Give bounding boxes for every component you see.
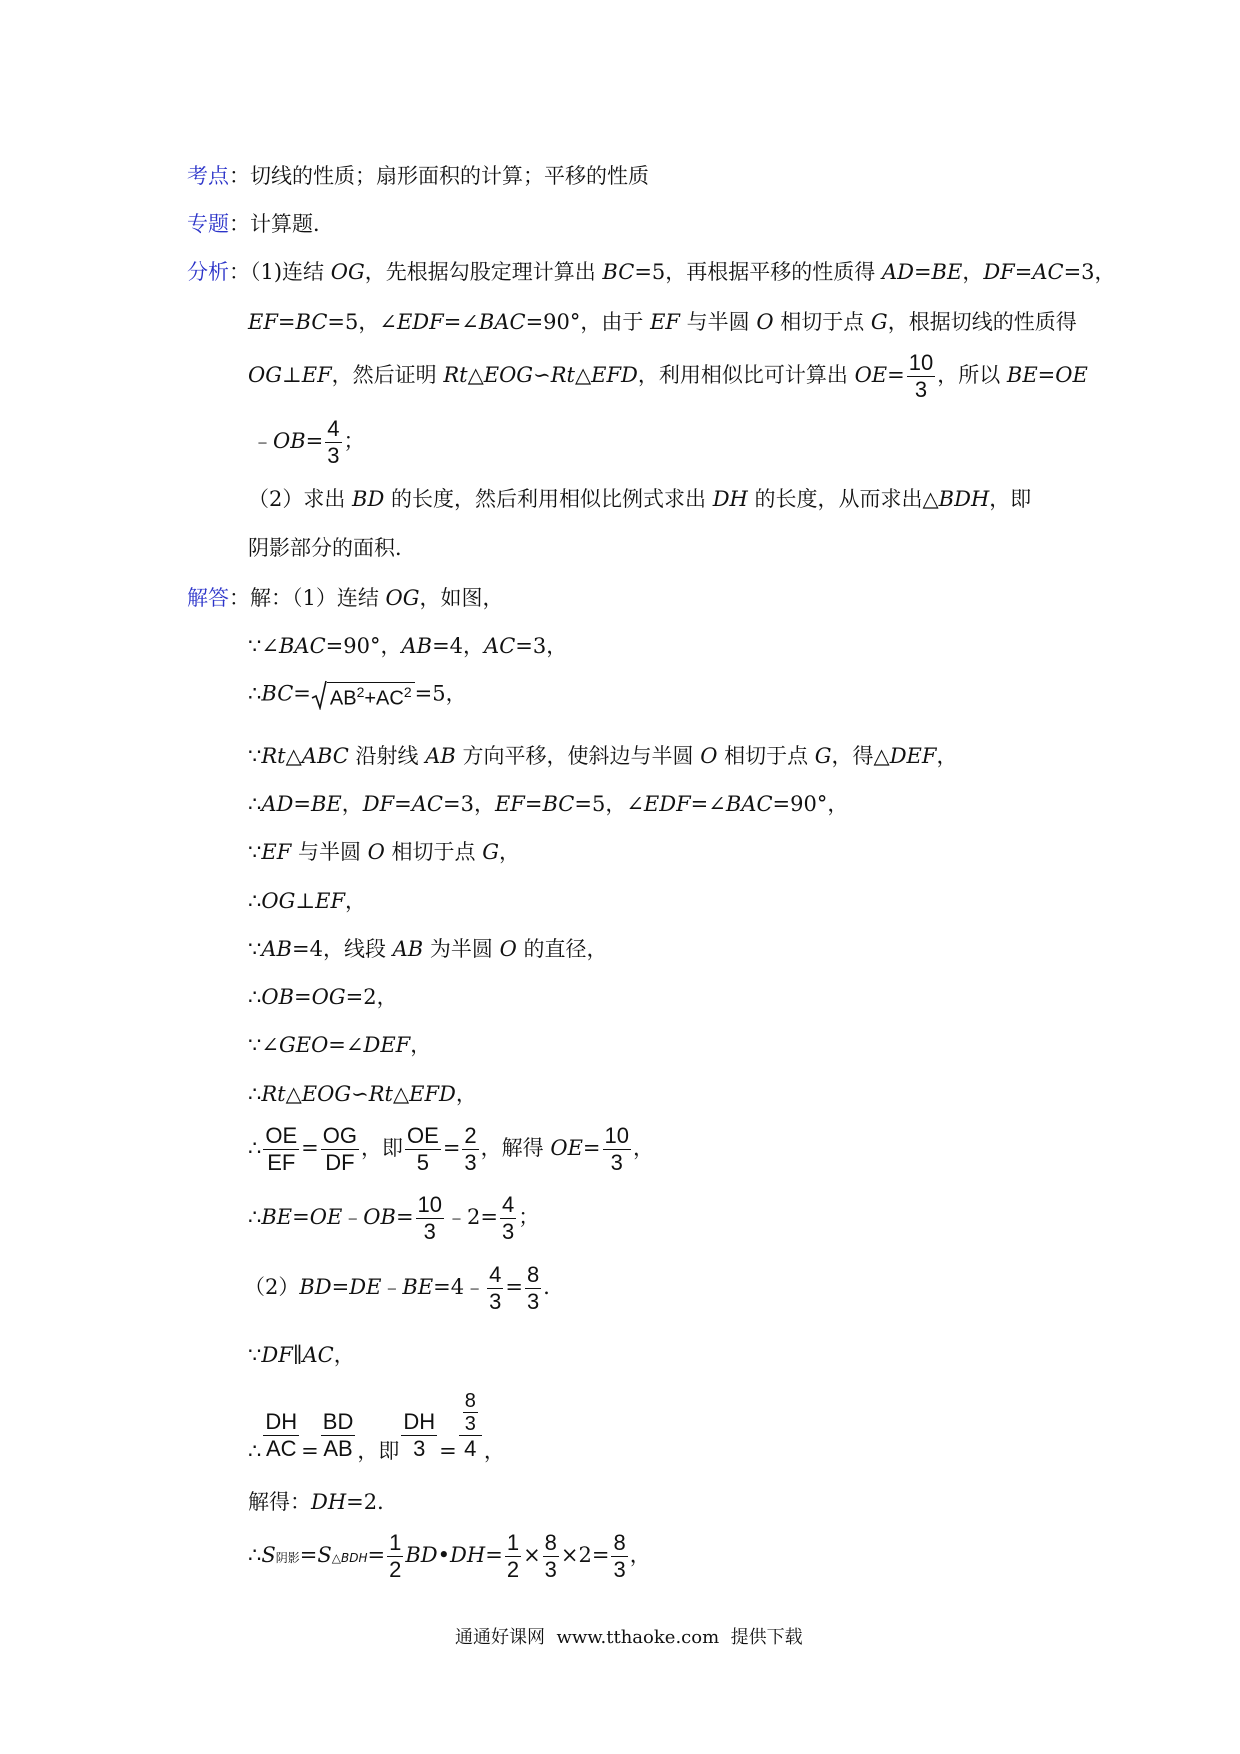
text: 的直径， bbox=[516, 937, 608, 961]
text: 相切于点 bbox=[717, 744, 815, 768]
math-var: Rt bbox=[261, 1082, 286, 1106]
math-var: DF=AC bbox=[983, 260, 1064, 284]
text: =4， bbox=[432, 634, 485, 658]
fraction bbox=[462, 1123, 478, 1176]
math-var: BC bbox=[261, 681, 294, 706]
text: 与半圆 bbox=[291, 840, 368, 864]
text: =2． bbox=[346, 1490, 399, 1514]
math-var: EDF bbox=[396, 310, 444, 334]
math-var: DH bbox=[311, 1490, 347, 1514]
solution-line-5 bbox=[248, 794, 848, 815]
solution-line-13 bbox=[248, 1192, 539, 1245]
denominator: 3 bbox=[464, 1150, 477, 1175]
numerator: 10 bbox=[908, 350, 934, 375]
zhuanti-text: ：计算题． bbox=[229, 212, 334, 236]
text: ，如图， bbox=[419, 586, 504, 610]
denominator: 3 bbox=[613, 1557, 626, 1582]
analysis-line-6 bbox=[248, 538, 416, 559]
math-var: BDH bbox=[938, 487, 990, 511]
text: =5，∠ bbox=[574, 792, 644, 816]
numerator: BD bbox=[322, 1409, 354, 1434]
fraction bbox=[487, 1262, 503, 1315]
fraction bbox=[463, 1390, 478, 1435]
text: × bbox=[523, 1543, 541, 1567]
text: 沿射线 bbox=[348, 744, 426, 768]
text: ， bbox=[499, 840, 520, 864]
text: ∵ bbox=[248, 1343, 262, 1367]
text: △ bbox=[393, 1082, 410, 1106]
fraction bbox=[416, 1192, 444, 1245]
math-var: BAC bbox=[725, 792, 773, 816]
text: ∴ bbox=[248, 1543, 262, 1567]
analysis-line-5 bbox=[248, 489, 1031, 510]
fraction bbox=[263, 1123, 299, 1176]
text: = bbox=[305, 429, 324, 453]
text: =90°， bbox=[772, 792, 849, 816]
solution-line-11 bbox=[248, 1084, 477, 1105]
text: ， bbox=[333, 1343, 355, 1367]
exponent: 2 bbox=[403, 683, 412, 700]
exponent: 2 bbox=[356, 683, 365, 700]
fraction bbox=[401, 1409, 437, 1462]
solution-line-7 bbox=[248, 891, 366, 912]
compound-fraction bbox=[459, 1390, 482, 1462]
jieda-label: 解答 bbox=[187, 586, 229, 610]
text: =5， bbox=[414, 681, 467, 706]
text: = bbox=[395, 1205, 414, 1229]
text: ， bbox=[483, 1439, 505, 1463]
solution-line-10 bbox=[248, 1035, 431, 1056]
math-var: EF bbox=[261, 840, 292, 864]
text: ，然后证明 bbox=[331, 363, 444, 387]
zhuanti-label: 专题 bbox=[187, 212, 229, 236]
text: =∠ bbox=[690, 792, 726, 816]
text: ﹣2= bbox=[446, 1205, 498, 1229]
denominator: DF bbox=[325, 1150, 355, 1175]
numerator: 8 bbox=[613, 1530, 626, 1555]
math-var: Rt bbox=[550, 363, 575, 387]
math-var: AD=BE bbox=[261, 792, 342, 816]
analysis-line-3 bbox=[248, 350, 1088, 403]
text: ﹣ bbox=[342, 1205, 364, 1229]
text: ﹣ bbox=[252, 429, 273, 453]
math-var: O bbox=[700, 744, 718, 768]
text: =3， bbox=[443, 792, 495, 816]
math-var: DH bbox=[450, 1543, 486, 1567]
text: = bbox=[301, 1439, 319, 1463]
numerator: 4 bbox=[489, 1262, 502, 1287]
text: ，即 bbox=[361, 1136, 404, 1160]
math-var: EFD bbox=[409, 1082, 456, 1106]
math-var: Rt bbox=[368, 1082, 393, 1106]
math-var: BAC bbox=[478, 310, 526, 334]
solution-line-2 bbox=[248, 636, 567, 657]
text: ×2= bbox=[560, 1543, 610, 1567]
math-var: S bbox=[317, 1543, 332, 1567]
math-var: BD=DE bbox=[299, 1275, 382, 1299]
math-var: AC bbox=[484, 634, 516, 658]
math-var: BE=OE bbox=[261, 1205, 343, 1229]
text: △ bbox=[285, 744, 302, 768]
text: • bbox=[437, 1543, 451, 1567]
text: ∴ bbox=[248, 1205, 262, 1229]
text: =2， bbox=[345, 985, 398, 1009]
text: ∵ bbox=[248, 744, 262, 768]
fraction bbox=[543, 1530, 559, 1583]
fraction bbox=[321, 1409, 356, 1462]
radical-sign-icon bbox=[311, 680, 327, 710]
math-var: EF=BC bbox=[248, 310, 328, 334]
denominator: 5 bbox=[416, 1150, 430, 1175]
solution-line-8 bbox=[248, 939, 608, 960]
math-var: Rt bbox=[261, 744, 286, 768]
fraction bbox=[500, 1192, 516, 1245]
text: ∽ bbox=[351, 1082, 369, 1106]
text: ． bbox=[543, 1275, 565, 1299]
math-var: OG bbox=[248, 363, 282, 387]
math-var: AC bbox=[302, 1343, 334, 1367]
text: 的长度，然后利用相似比例式求出 bbox=[384, 487, 713, 511]
math-var: AB bbox=[392, 937, 424, 961]
math-var: G bbox=[482, 840, 499, 864]
zhuanti-line bbox=[187, 214, 334, 235]
kaodian-label: 考点 bbox=[187, 164, 229, 188]
text: = bbox=[505, 1275, 523, 1299]
page-footer bbox=[455, 1629, 803, 1647]
kaodian-line bbox=[187, 166, 649, 187]
denominator: AB bbox=[323, 1436, 353, 1461]
analysis-line-1 bbox=[187, 262, 1116, 283]
math-var: Rt bbox=[443, 363, 468, 387]
square-root bbox=[311, 680, 415, 710]
math-var: BD bbox=[405, 1543, 438, 1567]
text: ， bbox=[936, 744, 958, 768]
text: 相切于点 bbox=[384, 840, 483, 864]
fraction bbox=[603, 1123, 631, 1176]
math-var: BC bbox=[602, 260, 635, 284]
fraction bbox=[907, 350, 935, 403]
text: ∥ bbox=[292, 1343, 303, 1367]
text: 相切于点 bbox=[773, 310, 871, 334]
text: ∴ bbox=[248, 985, 262, 1009]
text: ，解得 bbox=[480, 1136, 551, 1160]
text: ， bbox=[455, 1082, 477, 1106]
denominator: 3 bbox=[489, 1289, 502, 1314]
math-var: BE=OE bbox=[1006, 363, 1088, 387]
fraction bbox=[325, 416, 341, 469]
solution-line-16 bbox=[248, 1390, 505, 1462]
text: ， bbox=[629, 1543, 651, 1567]
radicand bbox=[327, 682, 415, 709]
text: ， bbox=[633, 1136, 654, 1160]
text: （2） bbox=[244, 1275, 300, 1299]
denominator: 3 bbox=[610, 1150, 623, 1175]
text: ，先根据勾股定理计算出 bbox=[364, 260, 603, 284]
text: ∵ bbox=[248, 840, 262, 864]
text: ∽ bbox=[533, 363, 551, 387]
text: ∴ bbox=[248, 1439, 262, 1463]
solution-line-12 bbox=[248, 1123, 654, 1176]
math-var: OG bbox=[330, 260, 365, 284]
text: AB bbox=[329, 687, 357, 710]
math-var: GEO bbox=[278, 1033, 329, 1057]
math-var: BAC bbox=[278, 634, 326, 658]
math-var: EF bbox=[650, 310, 680, 334]
text: ∴ bbox=[248, 1082, 262, 1106]
denominator: 3 bbox=[502, 1219, 515, 1244]
text: ，根据切线的性质得 bbox=[887, 310, 1077, 334]
math-var: ABC bbox=[301, 744, 349, 768]
solution-line-1 bbox=[187, 588, 504, 609]
numerator: 10 bbox=[604, 1123, 629, 1148]
solution-line-14 bbox=[244, 1262, 564, 1315]
math-var: OE bbox=[854, 363, 888, 387]
text: ∴ bbox=[248, 681, 262, 706]
text: 解得： bbox=[248, 1490, 311, 1514]
numerator: 8 bbox=[464, 1390, 476, 1412]
math-var: BE bbox=[402, 1275, 434, 1299]
fraction bbox=[387, 1530, 403, 1583]
text: ﹣ bbox=[381, 1275, 403, 1299]
text: ， bbox=[410, 1033, 432, 1057]
math-var: S bbox=[261, 1543, 276, 1567]
text: =4，线段 bbox=[291, 937, 393, 961]
math-var: DF bbox=[261, 1343, 293, 1367]
text: 阴影部分的面积． bbox=[248, 536, 416, 560]
solution-line-9 bbox=[248, 987, 398, 1008]
math-var: AD=BE bbox=[881, 260, 963, 284]
text: =90°，由于 bbox=[525, 310, 651, 334]
fraction bbox=[525, 1262, 541, 1315]
text: ， bbox=[341, 792, 363, 816]
math-var: EOG bbox=[301, 1082, 352, 1106]
text: ：（1)连结 bbox=[229, 260, 331, 284]
text: ∵ bbox=[248, 937, 262, 961]
denominator: 3 bbox=[914, 377, 928, 402]
text: ，利用相似比可计算出 bbox=[637, 363, 855, 387]
numerator: OE bbox=[265, 1123, 298, 1148]
text: =5，∠ bbox=[327, 310, 397, 334]
solution-line-15 bbox=[248, 1345, 355, 1366]
text: ∵∠ bbox=[248, 1033, 279, 1057]
text: =3， bbox=[515, 634, 568, 658]
denominator: 3 bbox=[423, 1219, 436, 1244]
subscript: △BDH bbox=[331, 1551, 368, 1565]
math-var: O bbox=[756, 310, 774, 334]
text: ∵∠ bbox=[248, 634, 279, 658]
math-var: OB=OG bbox=[261, 985, 346, 1009]
denominator: 3 bbox=[544, 1557, 557, 1582]
math-var: OE bbox=[550, 1136, 583, 1160]
text: = bbox=[485, 1543, 503, 1567]
math-var: EF bbox=[315, 889, 346, 913]
math-var: DF=AC bbox=[362, 792, 443, 816]
numerator: OE bbox=[407, 1123, 439, 1148]
numerator: 2 bbox=[464, 1123, 477, 1148]
text: = bbox=[442, 1136, 461, 1160]
denominator: 3 bbox=[327, 443, 340, 468]
denominator: 3 bbox=[527, 1289, 540, 1314]
numerator: OG bbox=[322, 1123, 358, 1148]
text: 与半圆 bbox=[679, 310, 757, 334]
math-var: DH bbox=[712, 487, 748, 511]
fraction bbox=[321, 1123, 359, 1176]
text: ； bbox=[518, 1205, 540, 1229]
numerator: 4 bbox=[327, 416, 340, 441]
solution-line-6 bbox=[248, 842, 520, 863]
math-var: AB bbox=[425, 744, 456, 768]
text: ， bbox=[345, 889, 367, 913]
math-var: O bbox=[499, 937, 517, 961]
text: ：解：（1）连结 bbox=[229, 586, 386, 610]
text: ，即 bbox=[357, 1439, 400, 1463]
math-var: BD bbox=[352, 487, 385, 511]
fraction bbox=[405, 1123, 441, 1176]
math-var: EFD bbox=[591, 363, 638, 387]
fraction bbox=[505, 1530, 521, 1583]
denominator: 3 bbox=[464, 1413, 476, 1435]
math-var: AB bbox=[261, 937, 292, 961]
numerator: 8 bbox=[544, 1530, 557, 1555]
math-var: OG bbox=[261, 889, 296, 913]
numerator: DH bbox=[265, 1409, 298, 1434]
subscript: 阴影 bbox=[275, 1551, 300, 1565]
text: =90°， bbox=[325, 634, 402, 658]
fraction bbox=[263, 1409, 299, 1462]
math-var: OB bbox=[363, 1205, 396, 1229]
text: △ bbox=[467, 363, 484, 387]
math-var: G bbox=[814, 744, 832, 768]
text: ⊥ bbox=[282, 363, 302, 387]
text: = bbox=[887, 363, 905, 387]
math-var: EOG bbox=[483, 363, 534, 387]
denominator: 2 bbox=[389, 1557, 402, 1582]
solution-line-3 bbox=[248, 680, 467, 710]
text: ； bbox=[343, 429, 365, 453]
numerator: 10 bbox=[417, 1192, 443, 1217]
fraction bbox=[611, 1530, 627, 1583]
kaodian-text: ：切线的性质；扇形面积的计算；平移的性质 bbox=[229, 164, 649, 188]
analysis-line-2 bbox=[248, 312, 1077, 333]
solution-line-18 bbox=[248, 1530, 651, 1583]
text: +AC bbox=[364, 687, 404, 710]
text: =4﹣ bbox=[433, 1275, 486, 1299]
text: =3， bbox=[1063, 260, 1116, 284]
text: ∴ bbox=[248, 889, 262, 913]
math-var: DEF bbox=[889, 744, 937, 768]
text: 方向平移，使斜边与半圆 bbox=[455, 744, 701, 768]
math-var: EF bbox=[301, 363, 332, 387]
text: △ bbox=[574, 363, 592, 387]
text: = bbox=[582, 1136, 601, 1160]
text: =5，再根据平移的性质得 bbox=[634, 260, 882, 284]
fenxi-label: 分析 bbox=[187, 260, 229, 284]
compound-numerator bbox=[459, 1390, 482, 1436]
text: = bbox=[293, 681, 311, 706]
text: △ bbox=[285, 1082, 302, 1106]
text: =∠ bbox=[443, 310, 479, 334]
numerator: 4 bbox=[502, 1192, 515, 1217]
text: ，得△ bbox=[831, 744, 890, 768]
denominator: 4 bbox=[464, 1436, 477, 1461]
denominator: EF bbox=[267, 1150, 296, 1175]
math-var: OG bbox=[385, 586, 420, 610]
text: = bbox=[299, 1543, 318, 1567]
math-var: G bbox=[870, 310, 888, 334]
denominator: 2 bbox=[506, 1557, 520, 1582]
solution-line-17 bbox=[248, 1492, 398, 1513]
text: ∴ bbox=[248, 1136, 262, 1160]
text: （2）求出 bbox=[248, 487, 353, 511]
text: = bbox=[367, 1543, 386, 1567]
text: ⊥ bbox=[295, 889, 316, 913]
text: ，所以 bbox=[937, 363, 1007, 387]
text: ， bbox=[962, 260, 984, 284]
denominator: AC bbox=[265, 1436, 297, 1461]
solution-line-4 bbox=[248, 746, 957, 767]
numerator: 1 bbox=[389, 1530, 402, 1555]
footer-text: 通通好课网 www.tthaoke.com 提供下载 bbox=[455, 1627, 803, 1648]
analysis-line-4 bbox=[252, 416, 365, 469]
math-var: O bbox=[367, 840, 385, 864]
math-var: OB bbox=[273, 429, 306, 453]
text: ∴ bbox=[248, 792, 262, 816]
text: = bbox=[439, 1439, 457, 1463]
text: 的长度，从而求出△ bbox=[747, 487, 939, 511]
math-var: EDF bbox=[643, 792, 691, 816]
numerator: DH bbox=[403, 1409, 436, 1434]
text: ，即 bbox=[989, 487, 1032, 511]
text: = bbox=[301, 1136, 319, 1160]
numerator: 1 bbox=[506, 1530, 520, 1555]
text: =∠ bbox=[328, 1033, 364, 1057]
math-var: EF=BC bbox=[494, 792, 575, 816]
text: 为半圆 bbox=[423, 937, 500, 961]
math-var: AB bbox=[401, 634, 433, 658]
math-var: DEF bbox=[363, 1033, 411, 1057]
denominator: 3 bbox=[413, 1436, 426, 1461]
numerator: 8 bbox=[527, 1262, 540, 1287]
